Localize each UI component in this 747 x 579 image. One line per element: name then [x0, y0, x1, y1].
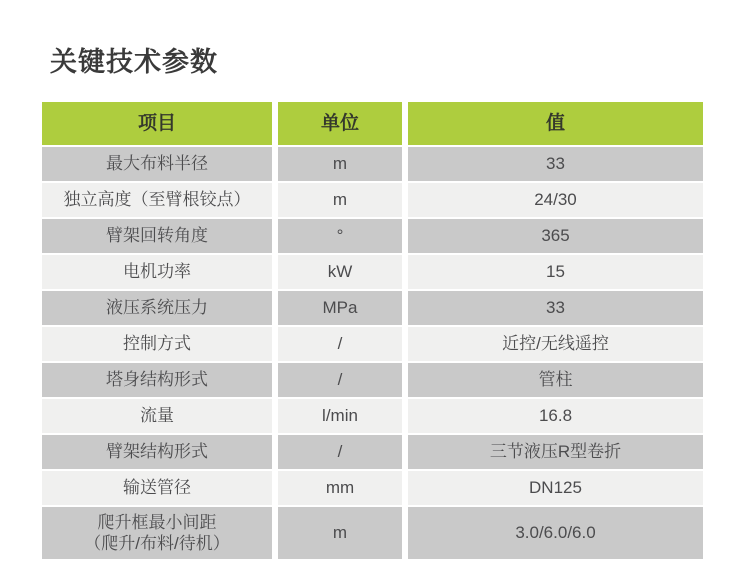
unit-cell: / [278, 327, 402, 363]
item-label: 电机功率 [123, 262, 191, 282]
table-row [42, 183, 703, 219]
table-row [42, 255, 703, 291]
item-cell [42, 219, 272, 255]
unit-cell: m [278, 183, 402, 219]
table-row [42, 363, 703, 399]
table-row [42, 399, 703, 435]
table-row [42, 507, 703, 561]
table-row [42, 327, 703, 363]
item-cell [42, 183, 272, 219]
table-row [42, 147, 703, 183]
value-cell: 15 [408, 255, 703, 291]
item-cell [42, 399, 272, 435]
value-cell: 365 [408, 219, 703, 255]
item-label-line2: （爬升/布料/待机） [84, 534, 230, 553]
item-cell [42, 363, 272, 399]
item-label: 爬升框最小间距 [97, 512, 217, 532]
value-cell: 33 [408, 147, 703, 183]
table-body [42, 147, 703, 561]
item-cell [42, 327, 272, 363]
unit-cell: kW [278, 255, 402, 291]
unit-cell: MPa [278, 291, 402, 327]
value-cell: 三节液压R型卷折 [408, 435, 703, 471]
unit-cell: / [278, 363, 402, 399]
unit-cell: ° [278, 219, 402, 255]
item-cell [42, 435, 272, 471]
item-label: 输送管径 [123, 478, 191, 498]
item-cell [42, 507, 272, 561]
item-label: 最大布料半径 [106, 154, 208, 174]
value-cell: 33 [408, 291, 703, 327]
column-header-unit: 单位 [278, 102, 402, 147]
value-cell: 近控/无线遥控 [408, 327, 703, 363]
value-cell: 管柱 [408, 363, 703, 399]
page-title: 关键技术参数 [50, 47, 218, 77]
item-label: 独立高度（至臂根铰点） [63, 190, 251, 210]
table-header-row [42, 102, 703, 147]
item-label: 臂架结构形式 [106, 442, 208, 462]
unit-cell: m [278, 147, 402, 183]
value-cell: 16.8 [408, 399, 703, 435]
item-label: 塔身结构形式 [106, 370, 208, 390]
item-label: 液压系统压力 [106, 298, 208, 318]
item-label: 控制方式 [123, 334, 191, 354]
table-row [42, 219, 703, 255]
item-label: 臂架回转角度 [106, 226, 208, 246]
item-cell [42, 471, 272, 507]
value-cell: DN125 [408, 471, 703, 507]
unit-cell: / [278, 435, 402, 471]
table-row [42, 471, 703, 507]
column-header-value: 值 [408, 102, 703, 147]
item-cell [42, 255, 272, 291]
value-cell: 3.0/6.0/6.0 [408, 507, 703, 561]
unit-cell: l/min [278, 399, 402, 435]
item-label: 流量 [140, 406, 174, 426]
item-cell [42, 147, 272, 183]
unit-cell: mm [278, 471, 402, 507]
spec-table [42, 102, 703, 561]
item-cell [42, 291, 272, 327]
table-row [42, 435, 703, 471]
unit-cell: m [278, 507, 402, 561]
column-header-item: 项目 [42, 102, 272, 147]
table-row [42, 291, 703, 327]
value-cell: 24/30 [408, 183, 703, 219]
